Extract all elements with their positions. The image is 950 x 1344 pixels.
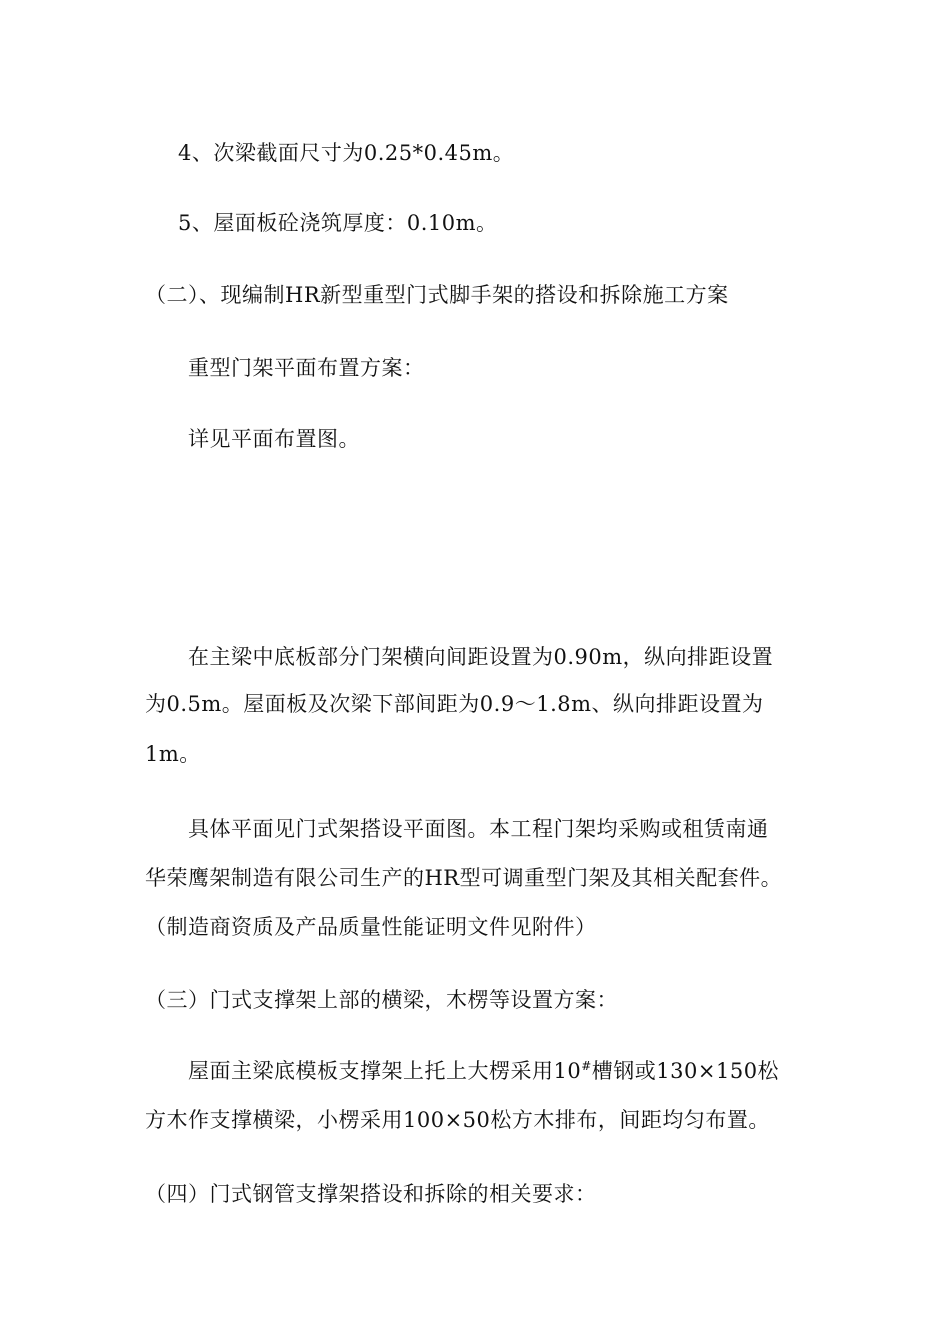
para1-line2: 为0.5m。屋面板及次梁下部间距为0.9～1.8m、纵向排距设置为 [145,692,764,716]
section-4-heading: （四）门式钢管支撑架搭设和拆除的相关要求： [145,1182,597,1206]
section-3-heading: （三）门式支撑架上部的横梁，木楞等设置方案： [145,988,618,1012]
section-3-para-line1 [188,1058,779,1084]
section-2-heading: （二）、现编制HR新型重型门式脚手架的搭设和拆除施工方案 [145,283,729,307]
section-3-para-line2: 方木作支撑横梁，小楞采用100×50松方木排布，间距均匀布置。 [145,1108,770,1132]
para1-line3: 1m。 [145,742,201,766]
item-5: 5、屋面板砼浇筑厚度：0.10m。 [178,211,498,235]
see-plan-note: 详见平面布置图。 [188,427,360,451]
para2-line3: （制造商资质及产品质量性能证明文件见附件） [145,915,597,939]
section-3-para-line1-b: 槽钢或130×150松 [591,1059,780,1083]
para1-line1: 在主梁中底板部分门架横向间距设置为0.90m，纵向排距设置 [188,645,774,669]
para2-line2: 华荣鹰架制造有限公司生产的HR型可调重型门架及其相关配套件。 [145,866,783,890]
section-3-para-line1-a: 屋面主梁底模板支撑架上托上大楞采用10 [188,1059,582,1083]
section-3-para-line1-sup: # [581,1059,592,1073]
para2-line1: 具体平面见门式架搭设平面图。本工程门架均采购或租赁南通 [188,817,769,841]
section-2-subheading: 重型门架平面布置方案： [188,356,425,380]
item-4: 4、次梁截面尺寸为0.25*0.45m。 [178,141,515,165]
